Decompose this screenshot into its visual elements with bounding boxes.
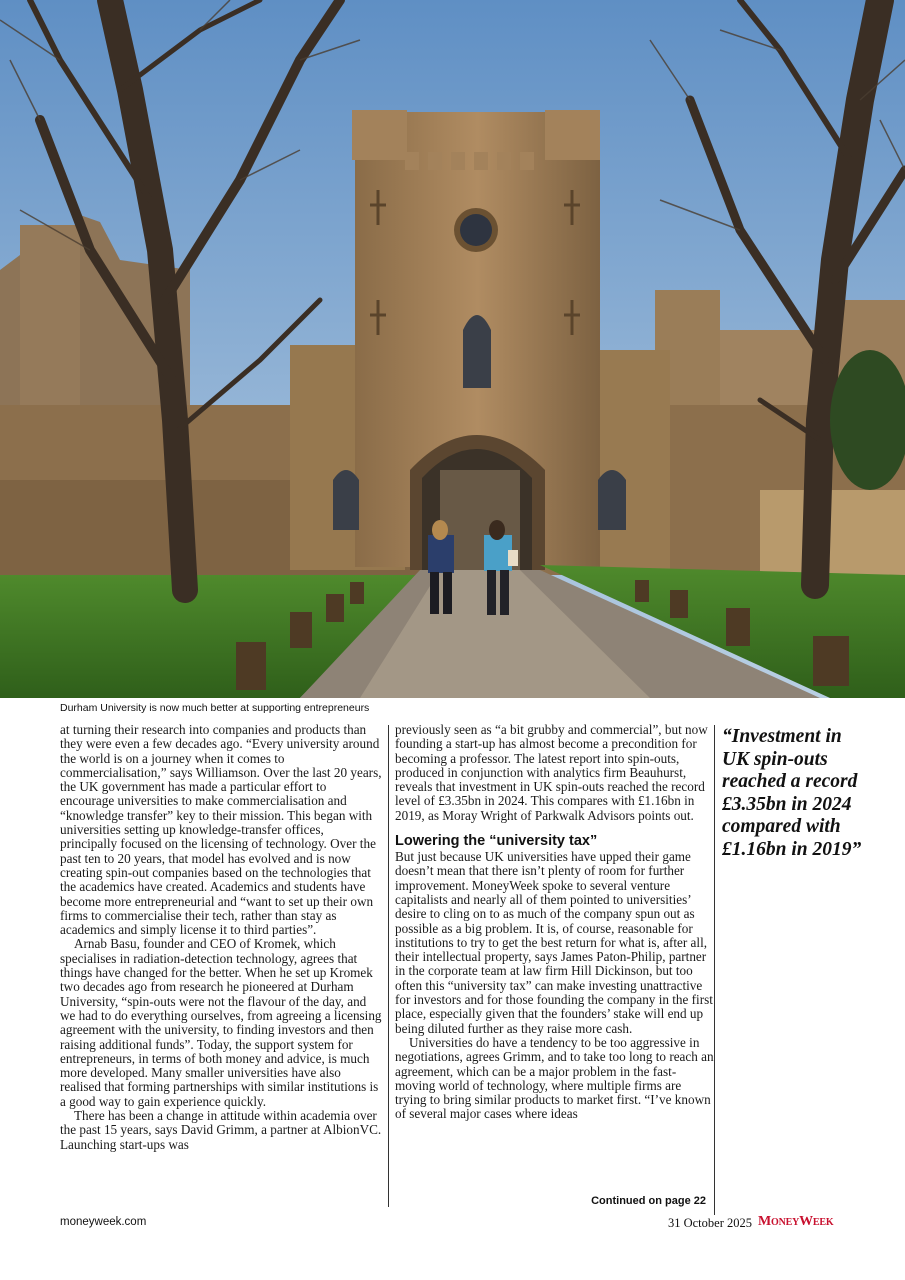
section-subheading: Lowering the “university tax” [395, 833, 598, 850]
paragraph: There has been a change in attitude within academia over the past 15 years, says David Grimm, a partner at AlbionVC. Launching start-ups was [60, 1108, 382, 1152]
column-divider [714, 725, 715, 1215]
paragraph: at turning their research into companies and products than they were even a few decades ago. “Every university around the world is on a journey when it comes to commercialisation,” says Williamson. Over the last 20 years, the UK government has made a particular effort to encourage universities to make commercialisation and “knowledge transfer” key to their mission. This began with universities setting up knowledge-transfer offices, principally focused on the licensing of technology. Over the past ten to 20 years, that model has evolved and is now creating spin-out companies based on the technologies that the academics have created. Academics and students have become more entrepreneurial and “want to set up their own firms to commercialise their tech, rather than stay as academics and simply license it to third parties”. [60, 722, 382, 938]
column-divider [388, 725, 389, 1207]
pull-quote: “Investment in UK spin-outs reached a record £3.35bn in 2024 compared with £1.16bn in 2019” [722, 726, 862, 860]
paragraph: Universities do have a tendency to be too aggressive in negotiations, agrees Grimm, and to take too long to reach an agreement, which can be a major problem in the fast-moving world of technology, where multiple firms are trying to bring similar products to market first. “I’ve known of several major cases where ideas [395, 1034, 714, 1122]
issue-date: 31 October 2025 [667, 1216, 752, 1230]
footer-url: moneyweek.com [60, 1216, 147, 1228]
article-column-2 [395, 723, 715, 1122]
paragraph: Arnab Basu, founder and CEO of Kromek, which specialises in radiation-detection technology, agrees that things have changed for the better. When he set up Kromek two decades ago from research he pioneered at Durham University, “spin-outs were not the flavour of the day, and we had to do everything ourselves, from agreeing a licensing agreement with the university, to finding investors and then raising additional funds”. Today, the support system for entrepreneurs, in terms of both money and advice, is much more developed. Many smaller universities have also realised that forming partnerships with similar institutions is a good way to gain experience quickly. [60, 936, 382, 1109]
photo-caption: Durham University is now much better at supporting entrepreneurs [60, 702, 370, 714]
article-column-1 [60, 723, 382, 1152]
brand-logo: MoneyWeek [758, 1214, 834, 1229]
paragraph: But just because UK universities have upped their game doesn’t mean that there isn’t plenty of room for further improvement. MoneyWeek spoke to several venture capitalists and nearly all of them pointed to universities’ desire to cling on to as much of the company spun out as possible as a big problem. It is, of course, reasonable for institutions to try to get the best return for what is, after all, their intellectual property, says James Paton-Philip, partner in the corporate team at law firm Hill Dickinson, but too often this “university tax” can make investing unattractive for investors and for those founding the company in the first place, especially given that the founders’ stake will end up being diluted further as they raise more cash. [395, 849, 713, 1036]
paragraph: previously seen as “a bit grubby and commercial”, but now founding a start-up has almost become a precondition for becoming a professor. The latest report into spin-outs, produced in conjunction with analytics firm Beauhurst, reveals that investment in UK spin-outs reached the record level of £3.35bn in 2024. This compares with £1.16bn in 2019, as Moray Wright of Parkwalk Advisors points out. [395, 722, 708, 823]
continued-notice: Continued on page 22 [591, 1195, 706, 1207]
